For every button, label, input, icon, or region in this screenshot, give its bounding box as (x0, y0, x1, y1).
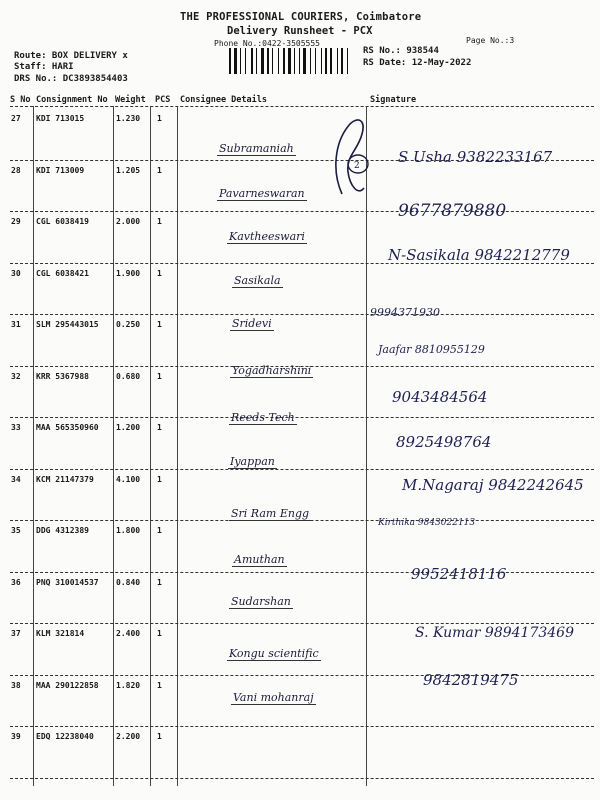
consignment-number: SLM 295443015 (36, 320, 99, 329)
recipient-signature: 9043484564 (392, 388, 488, 406)
staff-label: Staff: HARI (14, 62, 74, 72)
column-divider (177, 106, 178, 786)
row-serial-number: 27 (11, 114, 21, 123)
handwritten-mark-icon (328, 112, 378, 202)
barcode-bar (310, 48, 311, 74)
row-divider (10, 469, 594, 470)
consignment-number: CGL 6038421 (36, 268, 89, 278)
row-pieces: 1 (157, 577, 162, 587)
barcode-bar (261, 48, 264, 74)
consignee-name: Kongu scientific (229, 647, 319, 660)
consignment-number: KDI 713009 (36, 165, 85, 175)
row-weight: 0.250 (116, 320, 141, 329)
consignee-name: Reeds Tech (231, 411, 295, 424)
column-header-pcs: PCS (155, 95, 171, 105)
barcode-bar (294, 48, 295, 74)
row-serial-number: 37 (11, 629, 21, 638)
barcode-bar (272, 48, 273, 74)
barcode-bar (234, 48, 237, 74)
page-number: Page No.:3 (466, 36, 515, 45)
column-header-sno: S No (10, 95, 31, 105)
barcode-bar (303, 48, 306, 74)
recipient-signature: N-Sasikala 9842212779 (388, 246, 570, 264)
row-serial-number: 30 (11, 268, 21, 278)
row-weight: 1.205 (116, 165, 141, 175)
drs-number: DRS No.: DC3893854403 (14, 74, 128, 84)
row-pieces: 1 (157, 474, 162, 484)
row-weight: 0.680 (116, 371, 141, 381)
barcode-image (229, 48, 355, 74)
phone-number: Phone No.:0422-3505555 (214, 39, 320, 48)
row-weight: 1.800 (116, 526, 141, 535)
row-weight: 2.200 (116, 732, 141, 741)
consignee-name: Sudarshan (231, 595, 291, 608)
row-divider (10, 778, 594, 779)
row-serial-number: 32 (11, 371, 21, 381)
barcode-bar (299, 48, 300, 74)
barcode-bar (267, 48, 269, 74)
row-pieces: 1 (157, 320, 162, 329)
barcode-bar (337, 48, 338, 74)
barcode-bar (278, 48, 279, 74)
column-header-consignment: Consignment No (36, 95, 108, 105)
consignee-name: Iyappan (230, 455, 275, 468)
row-weight: 4.100 (116, 474, 141, 484)
recipient-signature: Kirthika 9843022113 (378, 518, 476, 528)
consignee-name: Subramaniah (219, 142, 294, 155)
row-serial-number: 28 (11, 165, 21, 175)
recipient-signature: 9842819475 (423, 671, 519, 689)
barcode-bar (330, 48, 332, 74)
barcode-bar (321, 48, 322, 74)
row-weight: 2.400 (116, 629, 141, 638)
row-serial-number: 38 (11, 680, 21, 690)
row-pieces: 1 (157, 680, 162, 690)
recipient-signature: 9994371930 (370, 306, 440, 319)
consignment-number: KLM 321814 (36, 629, 85, 638)
barcode-bar (325, 48, 327, 74)
row-weight: 1.200 (116, 423, 141, 432)
consignee-name: Sridevi (232, 317, 272, 330)
consignment-number: CGL 6038419 (36, 217, 89, 226)
consignment-number: MAA 290122858 (36, 680, 99, 690)
consignee-name: Amuthan (234, 553, 285, 566)
recipient-signature: Jaafar 8810955129 (378, 343, 485, 356)
row-divider (10, 211, 594, 212)
consignment-number: PNQ 310014537 (36, 577, 99, 587)
row-weight: 0.840 (116, 577, 141, 587)
column-divider (150, 106, 151, 786)
column-header-signature: Signature (370, 95, 417, 105)
rs-number: RS No.: 938544 (363, 46, 439, 56)
barcode-bar (315, 48, 316, 74)
row-pieces: 1 (157, 114, 162, 123)
svg-text:2: 2 (354, 161, 360, 171)
row-weight: 1.230 (116, 114, 141, 123)
consignment-number: EDQ 12238040 (36, 732, 94, 741)
row-serial-number: 35 (11, 526, 21, 535)
row-serial-number: 31 (11, 320, 21, 329)
row-pieces: 1 (157, 268, 162, 278)
row-weight: 1.820 (116, 680, 141, 690)
consignment-number: KRR 5367988 (36, 371, 89, 381)
row-pieces: 1 (157, 732, 162, 741)
row-pieces: 1 (157, 371, 162, 381)
column-divider (366, 106, 367, 786)
consignment-number: MAA 565350960 (36, 423, 99, 432)
barcode-bar (229, 48, 231, 74)
consignment-number: KCM 21147379 (36, 474, 94, 484)
row-divider (10, 623, 594, 624)
row-weight: 1.900 (116, 268, 141, 278)
row-pieces: 1 (157, 526, 162, 535)
row-pieces: 1 (157, 165, 162, 175)
row-serial-number: 33 (11, 423, 21, 432)
recipient-signature: 8925498764 (396, 433, 492, 451)
row-pieces: 1 (157, 217, 162, 226)
consignee-name: Pavarneswaran (219, 187, 305, 200)
consignment-number: KDI 713015 (36, 114, 85, 123)
row-pieces: 1 (157, 629, 162, 638)
row-divider (10, 417, 594, 418)
recipient-signature: S. Kumar 9894173469 (415, 625, 574, 641)
row-divider (10, 726, 594, 727)
rs-date: RS Date: 12-May-2022 (363, 58, 472, 68)
barcode-bar (251, 48, 253, 74)
recipient-signature: 9677879880 (398, 201, 507, 221)
barcode-bar (288, 48, 291, 74)
consignee-name: Yogadharshini (232, 364, 312, 377)
barcode-bar (283, 48, 285, 74)
row-weight: 2.000 (116, 217, 141, 226)
column-divider (113, 106, 114, 786)
header-divider (10, 106, 594, 107)
column-header-weight: Weight (115, 95, 146, 105)
recipient-signature: M.Nagaraj 9842242645 (402, 476, 584, 494)
recipient-signature: S Usha 9382233167 (398, 148, 553, 166)
barcode-bar (347, 48, 348, 74)
column-divider (33, 106, 34, 786)
row-serial-number: 29 (11, 217, 21, 226)
consignment-number: DDG 4312389 (36, 526, 89, 535)
barcode-bar (341, 48, 343, 74)
route-label: Route: BOX DELIVERY x (14, 51, 128, 61)
row-serial-number: 39 (11, 732, 21, 741)
consignee-name: Kavtheeswari (229, 230, 305, 243)
column-header-consignee: Consignee Details (180, 95, 267, 105)
barcode-bar (256, 48, 257, 74)
consignee-name: Sri Ram Engg (231, 507, 310, 520)
document-title: THE PROFESSIONAL COURIERS, Coimbatore (180, 11, 422, 23)
row-serial-number: 36 (11, 577, 21, 587)
recipient-signature: 9952418116 (411, 565, 507, 583)
row-serial-number: 34 (11, 474, 21, 484)
document-subtitle: Delivery Runsheet - PCX (227, 25, 373, 37)
consignee-name: Vani mohanraj (233, 691, 314, 704)
consignee-name: Sasikala (234, 274, 281, 287)
barcode-bar (240, 48, 241, 74)
barcode-bar (245, 48, 246, 74)
row-divider (10, 314, 594, 315)
row-pieces: 1 (157, 423, 162, 432)
